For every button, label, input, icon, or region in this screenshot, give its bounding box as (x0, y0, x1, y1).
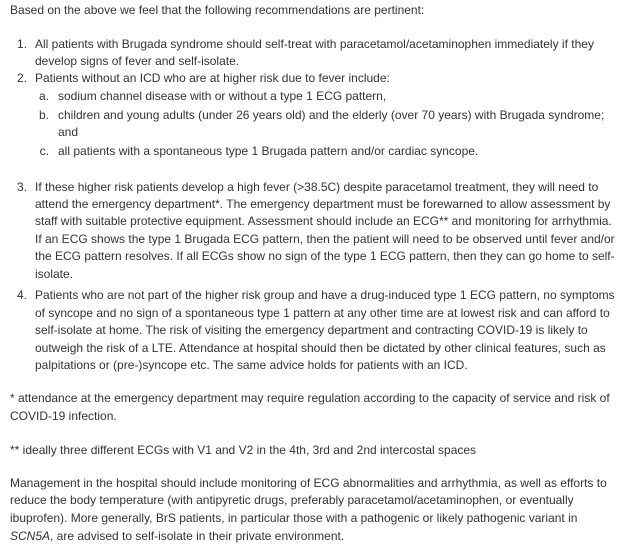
rec3-line: If these higher risk patients develop a high fever (>38.5C) despite paracetamol treatment, they will need to (35, 180, 599, 194)
rec2-sub-b-line2: and (58, 125, 79, 139)
rec3-number: 3. (16, 180, 27, 194)
rec2-line1: Patients without an ICD who are at higher risk due to fever include: (35, 71, 390, 85)
management-line3: ibuprofen). More generally, BrS patients, in particular those with a pathogenic or likely pathogenic variant in (10, 511, 578, 525)
management-line2: reduce the body temperature (with antipyretic drugs, preferably paracetamol/acetaminophen, or eventually (10, 493, 574, 507)
management-line1: Management in the hospital should include monitoring of ECG abnormalities and arrhythmia, as well as efforts to (10, 476, 607, 490)
rec2-sub-a-letter: a. (38, 89, 49, 103)
rec4-line: palpitations or (pre-)syncope etc. The same advice holds for patients with an ICD. (35, 358, 468, 372)
footnote1-line1: * attendance at the emergency department may require regulation according to the capacity of service and risk of (10, 391, 610, 405)
footnote1-line2: COVID-19 infection. (10, 409, 117, 423)
rec2-sub-b-line1: children and young adults (under 26 years old) and the elderly (over 70 years) with Brugada syndrome; (58, 108, 605, 122)
rec2-sub-a-text: sodium channel disease with or without a type 1 ECG pattern, (58, 89, 387, 103)
rec4-line: outweigh the risk of a LTE. Attendance at hospital should then be dictated by other clinical features, such as (35, 341, 606, 355)
rec1-line2: develop signs of fever and self-isolate. (35, 54, 240, 68)
rec1-number: 1. (16, 37, 27, 51)
rec3-line: If an ECG shows the type 1 Brugada ECG pattern, then the patient will need to be observed until fever and/or (35, 232, 615, 246)
rec2-sub-b-letter: b. (38, 108, 49, 122)
rec2-sub-c-letter: c. (39, 144, 49, 158)
gene-name-scn5a: SCN5A (10, 529, 51, 543)
rec4-line: self-isolate at home. The risk of visiting the emergency department and contracting COVID-19 is likely to (35, 323, 588, 337)
rec3-line: the ECG pattern resolves. If all ECGs show no sign of the type 1 ECG pattern, then they can go home to self- (35, 249, 615, 263)
management-line4 (10, 528, 344, 545)
rec3-line: staff with suitable protective equipment. Assessment should include an ECG** and monitoring for arrhythmia. (35, 214, 612, 228)
rec3-line: attend the emergency department*. The emergency department must be forewarned to allow assessment by (35, 197, 611, 211)
intro-text: Based on the above we feel that the following recommendations are pertinent: (10, 3, 425, 17)
rec2-number: 2. (16, 71, 27, 85)
rec4-line: of syncope and no sign of a spontaneous type 1 pattern at any other time are at lowest risk and can afford to (35, 306, 610, 320)
rec3-line: isolate. (35, 267, 74, 281)
rec4-number: 4. (16, 288, 27, 302)
rec4-line: Patients who are not part of the higher risk group and have a drug-induced type 1 ECG pattern, no symptoms (35, 288, 615, 302)
rec2-sub-c-text: all patients with a spontaneous type 1 Brugada pattern and/or cardiac syncope. (58, 144, 479, 158)
management-line4-rest: , are advised to self-isolate in their private environment. (50, 529, 345, 543)
rec1-line1: All patients with Brugada syndrome should self-treat with paracetamol/acetaminophen immediately if they (35, 37, 594, 51)
footnote-double-asterisk: ** ideally three different ECGs with V1 and V2 in the 4th, 3rd and 2nd intercostal spaces (10, 443, 477, 457)
